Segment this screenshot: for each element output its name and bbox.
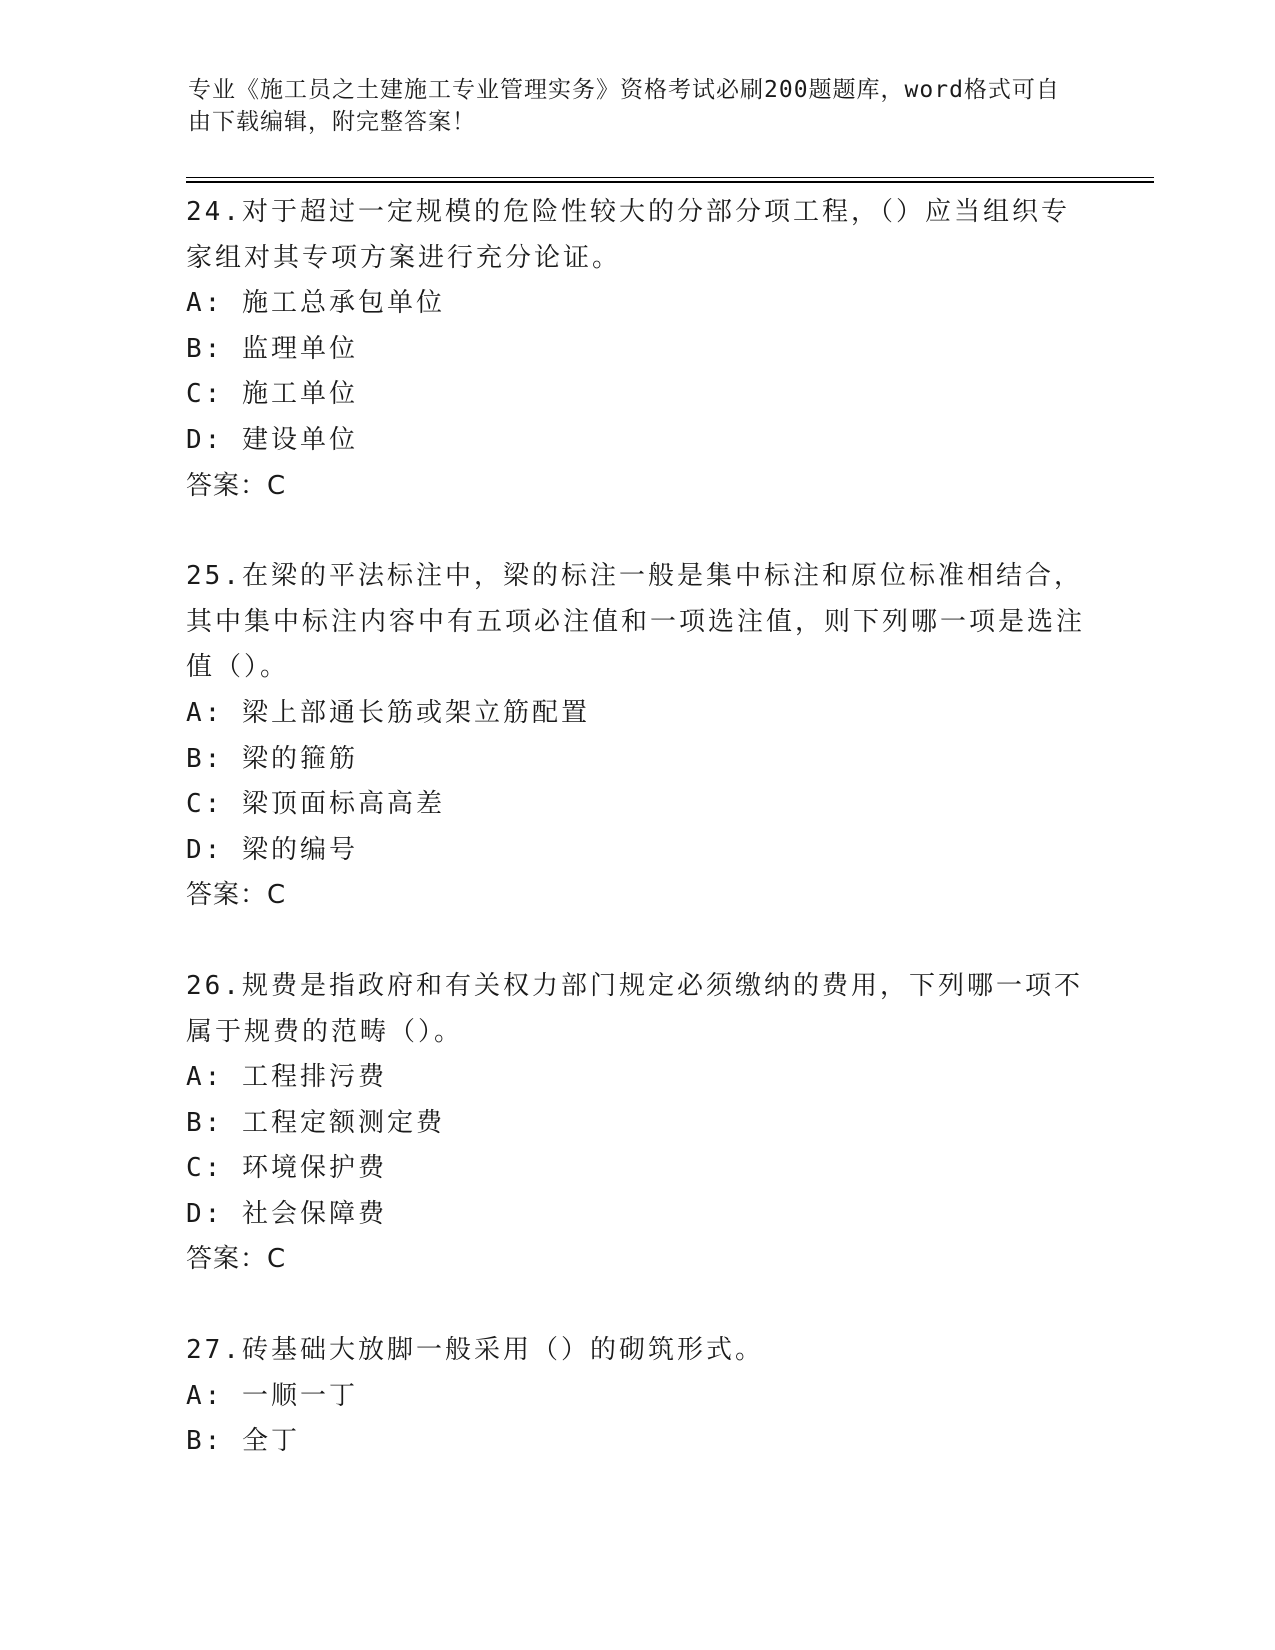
option-d: D: 社会保障费 <box>186 1198 387 1229</box>
answer-line: 答案：C <box>186 1244 287 1275</box>
answer-line: 答案：C <box>186 470 287 501</box>
question-stem: 27.砖基础大放脚一般采用（）的砌筑形式。 <box>186 1335 764 1366</box>
option-a: A: 工程排污费 <box>186 1062 387 1093</box>
question-26 <box>186 964 1086 1283</box>
option-a: A: 梁上部通长筋或架立筋配置 <box>186 697 590 728</box>
option-d: D: 梁的编号 <box>186 834 358 865</box>
question-stem: 26.规费是指政府和有关权力部门规定必须缴纳的费用，下列哪一项不属于规费的范畴（）。 <box>186 970 1083 1047</box>
option-a: A: 一顺一丁 <box>186 1380 358 1411</box>
answer-line: 答案：C <box>186 880 287 911</box>
option-c: C: 环境保护费 <box>186 1153 387 1184</box>
option-b: B: 全丁 <box>186 1426 300 1457</box>
option-b: B: 工程定额测定费 <box>186 1107 445 1138</box>
question-stem: 25.在梁的平法标注中，梁的标注一般是集中标注和原位标准相结合，其中集中标注内容中有五项必注值和一项选注值，则下列哪一项是选注值（）。 <box>186 561 1086 683</box>
option-c: C: 施工单位 <box>186 379 358 410</box>
option-b: B: 梁的箍筋 <box>186 743 358 774</box>
option-d: D: 建设单位 <box>186 424 358 455</box>
option-b: B: 监理单位 <box>186 333 358 364</box>
question-list <box>186 190 1086 1465</box>
header-divider-thin <box>186 177 1154 178</box>
header-divider-thick <box>186 181 1154 183</box>
question-stem: 24.对于超过一定规模的危险性较大的分部分项工程，（）应当组织专家组对其专项方案进行充分论证。 <box>186 197 1070 273</box>
question-25 <box>186 554 1086 919</box>
document-header: 专业《施工员之土建施工专业管理实务》资格考试必刷200题题库，word格式可自由下载编辑，附完整答案！ <box>188 77 1060 135</box>
option-a: A: 施工总承包单位 <box>186 288 445 319</box>
question-24 <box>186 190 1086 509</box>
question-27 <box>186 1328 1086 1465</box>
option-c: C: 梁顶面标高高差 <box>186 789 445 820</box>
